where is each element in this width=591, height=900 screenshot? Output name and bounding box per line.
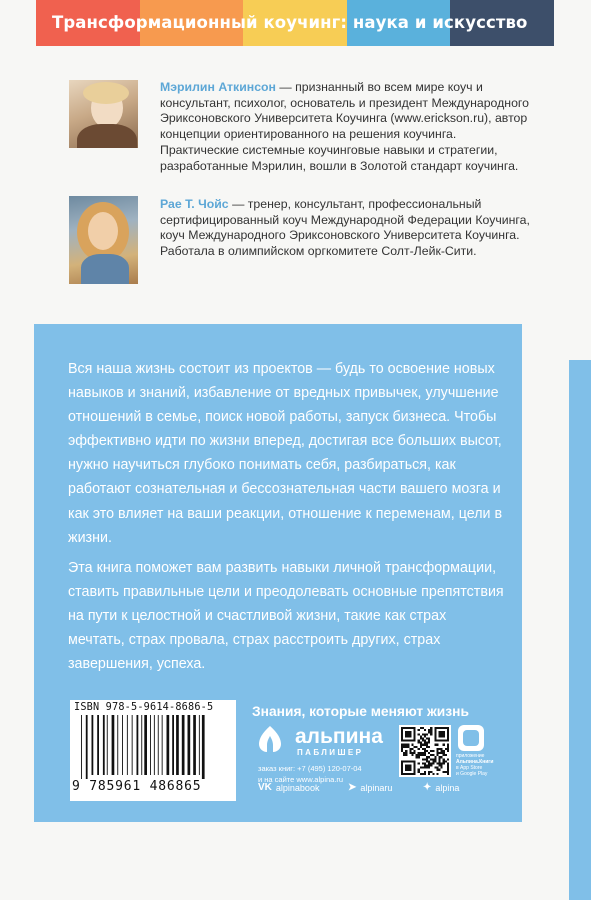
- author-bio-text: — признанный во всем мире коуч и консультант, психолог, основатель и президент Международного Эриксоновского Университета Коучинга (www.erickson.ru), автор концепции ориентированного на решения коучинга. Практические системные коучинговые навыки и стратегии, разработанные Мэрилин, вошли в Золотой стандарт коучинга.: [160, 80, 529, 173]
- blurb-paragraph: Вся наша жизнь состоит из проектов — будь то освоение новых навыков и знаний, избавление от вредных привычек, улучшение отношений в семье, поиск новой работы, запуск бизнеса. Чтобы эффективно идти по жизни вперед, достигая все больших высот, нужно научиться глубоко понимать себя, разбираться, как работают сознательная и бессознательная части вашего мозга и как это влияет на ваши реакции, отношение к переменам, цели в жизни.: [68, 361, 503, 546]
- barcode-bar: [154, 715, 155, 775]
- barcode-bar: [193, 715, 196, 775]
- social-telegram: [348, 782, 392, 793]
- author-photo: [69, 196, 138, 284]
- app-line: приложение: [456, 753, 485, 759]
- dzen-icon: ✦: [423, 782, 432, 793]
- barcode-bar: [182, 715, 185, 775]
- vk-icon: VK: [258, 782, 272, 793]
- barcode-bar: [158, 715, 159, 775]
- barcode-bar: [188, 715, 191, 775]
- order-site: и на сайте www.alpina.ru: [258, 775, 344, 784]
- barcode-bar: [81, 715, 82, 779]
- barcode-bar: [172, 715, 174, 775]
- barcode-bar: [86, 715, 88, 779]
- author-photo: [69, 80, 138, 148]
- publisher-slogan: Знания, которые меняют жизнь: [252, 704, 469, 719]
- alpina-logo-icon: [258, 725, 282, 753]
- isbn-label: ISBN 978-5-9614-8686-5: [74, 702, 214, 713]
- barcode-bar: [127, 715, 128, 775]
- social-label: alpinaru: [360, 782, 393, 793]
- barcode-number: 9 785961 486865: [72, 779, 202, 794]
- barcode-bar: [97, 715, 99, 775]
- barcode-bar: [162, 715, 163, 775]
- app-line: Альпина.Книги: [456, 759, 494, 765]
- barcode-bar: [199, 715, 200, 775]
- publisher-logo-sub: ПАБЛИШЕР: [297, 748, 364, 757]
- barcode-bar: [103, 715, 105, 775]
- barcode-bar: [176, 715, 179, 775]
- barcode-bar: [167, 715, 170, 775]
- app-info: [456, 753, 493, 777]
- app-line: и Google Play: [456, 771, 488, 777]
- barcode-bar: [144, 715, 147, 775]
- barcode-bar: [117, 715, 118, 775]
- order-phone: заказ книг: +7 (495) 120-07-04: [258, 764, 362, 773]
- barcode-bar: [137, 715, 139, 775]
- telegram-icon: ➤: [348, 782, 357, 793]
- author-name: Рае Т. Чойс: [160, 197, 229, 211]
- barcode-bar: [112, 715, 115, 775]
- social-label: alpinabook: [275, 782, 320, 793]
- social-dzen: [423, 782, 459, 793]
- app-line: в App Store: [456, 765, 483, 771]
- qr-code-icon: [399, 725, 451, 777]
- barcode-bar: [202, 715, 205, 779]
- spine-stripe: [569, 360, 591, 900]
- barcode-bar: [141, 715, 142, 775]
- barcode: [70, 700, 236, 801]
- publisher-logo-name: альпина: [295, 725, 383, 748]
- blurb-paragraph: Эта книга поможет вам развить навыки личной трансформации, ставить правильные цели и преодолевать основные препятствия на пути к целостной и счастливой жизни, такие как страх мечтать, страх провала, страх расстроить других, страх завершения, успеха.: [68, 560, 504, 673]
- social-vk: [258, 782, 319, 793]
- barcode-bar: [132, 715, 133, 775]
- app-icon: [458, 725, 484, 751]
- author-bio: [160, 197, 532, 260]
- barcode-bar: [122, 715, 123, 775]
- barcode-bar: [92, 715, 94, 775]
- book-title: Трансформационный коучинг: наука и искусство: [52, 13, 528, 32]
- author-bio-text: — тренер, консультант, профессиональный сертифицированный коуч Международной Федерации Коучинга, коуч Международного Эриксоновского Университета Коучинга. Работала в олимпийском оргкомитете Солт-Лейк-Сити.: [160, 197, 530, 259]
- barcode-bar: [150, 715, 151, 775]
- social-label: alpina: [435, 782, 460, 793]
- author-name: Мэрилин Аткинсон: [160, 80, 276, 94]
- barcode-bar: [107, 715, 108, 775]
- barcode-bars: [79, 715, 229, 779]
- author-bio: [160, 80, 532, 174]
